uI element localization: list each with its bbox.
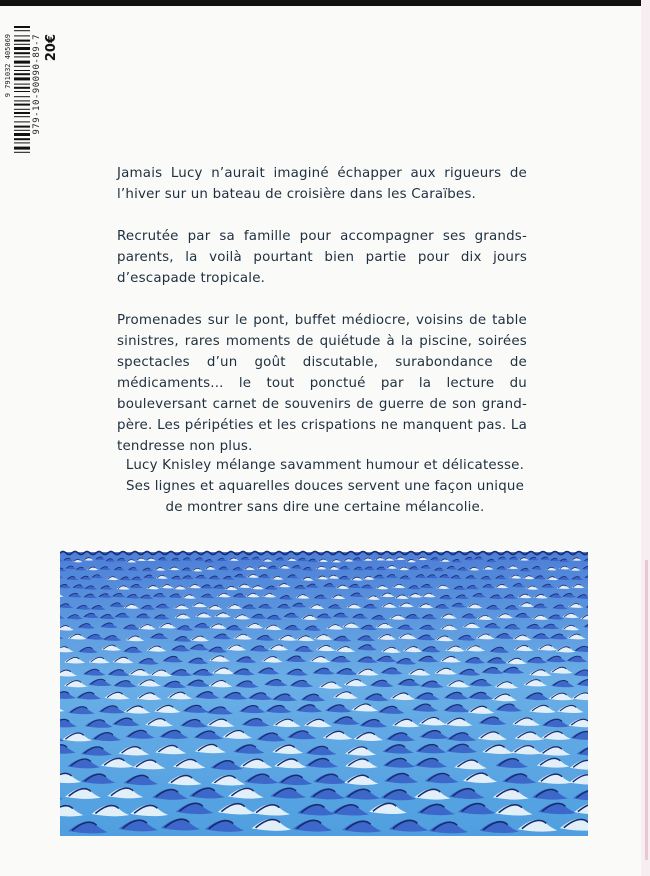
credit-line: Lucy Knisley mélange savamment humour et délicatesse. (125, 458, 525, 473)
book-top-edge (0, 0, 650, 6)
credit-line: Ses lignes et aquarelles douces servent une façon unique (125, 479, 525, 494)
blurb-paragraph: Jamais Lucy n’aurait imaginé échapper aux rigueurs de l’hiver sur un bateau de croisière dans les Caraïbes. (117, 166, 527, 202)
blurb-paragraph: Recrutée par sa famille pour accompagner ses grands-parents, la voilà pourtant bien partie pour dix jours d’escapade tropicale. (117, 229, 527, 286)
back-cover-blurb (117, 163, 527, 457)
price-label: 20€ (44, 34, 59, 62)
blurb-paragraph: Promenades sur le pont, buffet médiocre, voisins de table sinistres, rares moments de quiétude à la piscine, soirées spectacles d’un goût discutable, surabondance de médicaments... le tout ponctué par la lecture du bouleversant carnet de souvenirs de guerre de son grand-père. Les péripéties et les crispations ne manquent pas. La tendresse non plus. (117, 313, 527, 454)
author-credit (110, 455, 540, 518)
isbn-digits: 9 791032 405069 (4, 34, 12, 98)
credit-line: de montrer sans dire une certaine mélancolie. (165, 500, 485, 515)
ocean-waves-illustration (60, 548, 588, 836)
book-spine-edge (641, 0, 650, 876)
isbn-text: 979-10-90090-89-7 (32, 34, 42, 135)
barcode-area (4, 12, 62, 162)
barcode-icon (14, 26, 30, 154)
